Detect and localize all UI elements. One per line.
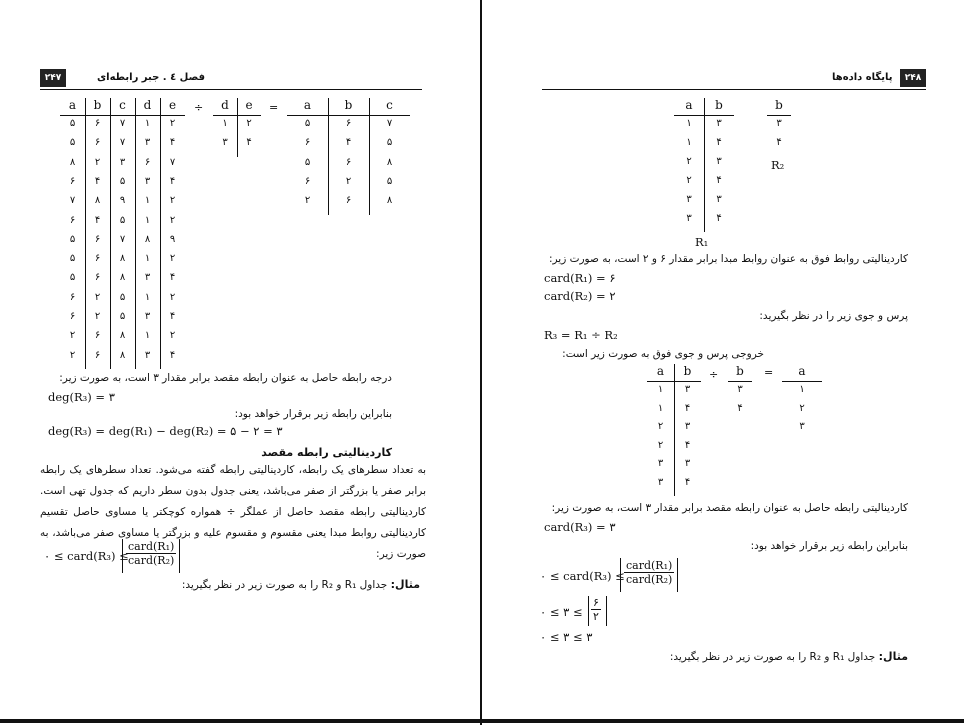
table-cell: ۴ (716, 213, 722, 224)
fraction-numerator: card(R₁) (626, 559, 673, 572)
table-cell: ۴ (169, 175, 176, 187)
fraction-denominator: card(R₂) (626, 573, 673, 586)
relation-r2-label: R₂ (771, 158, 785, 172)
table-cell: ۱ (144, 118, 151, 129)
column-header: c (386, 98, 393, 112)
equals-operator: = (764, 366, 774, 379)
table-cell: ۵ (386, 175, 393, 187)
table-cell: ۳ (144, 349, 151, 361)
column-header: b (93, 98, 102, 112)
table-cell: ۵ (69, 233, 76, 245)
table-cell: ۸ (386, 195, 393, 207)
table-header-rule (287, 115, 410, 116)
table-cell: ۸ (119, 253, 126, 265)
table-cell: ۵ (69, 137, 76, 149)
table-cell: ۵ (386, 137, 393, 149)
equals-operator: = (269, 101, 279, 114)
table-cell: ۶ (69, 311, 76, 322)
table-cell: ۱ (144, 291, 151, 303)
inequality-fraction (126, 540, 176, 567)
degree-text: درجه رابطه حاصل به عنوان رابطه مقصد برابر مقدار ۳ است، به صورت زیر: (59, 372, 392, 384)
column-header: a (656, 364, 665, 378)
table-cell: ۹ (119, 195, 126, 207)
column-divider (110, 98, 111, 369)
table-cell: ۶ (304, 137, 311, 149)
table-cell: ۶ (94, 137, 101, 149)
table-cell: ۶ (69, 175, 76, 187)
table-cell: ۷ (69, 195, 76, 207)
left-bracket (620, 558, 621, 592)
table-cell: ۸ (94, 195, 101, 207)
therefore-text: بنابراین رابطه زیر برقرار خواهد بود: (234, 408, 392, 420)
table-cell: ۸ (144, 233, 151, 245)
table-cell: ۳ (716, 156, 722, 167)
table-cell: ۴ (684, 477, 691, 488)
table-cell: ۴ (716, 175, 722, 186)
table-cell: ۴ (716, 137, 722, 148)
table-cell: ۷ (386, 118, 393, 129)
table-cell: ۶ (94, 253, 101, 265)
example-label: مثال: (390, 578, 420, 591)
table-cell: ۲ (94, 156, 101, 168)
table-cell: ۳ (684, 458, 691, 470)
table-cell: ۲ (169, 214, 176, 226)
column-header: c (119, 98, 126, 112)
table-cell: ۴ (776, 137, 782, 148)
left-page (0, 0, 480, 725)
example-text: جداول R₁ و R₂ را به صورت زیر در نظر بگیرید: (669, 651, 876, 663)
inequality-2-left: ۰ ≤ ۳ ≤ (540, 605, 583, 619)
table-cell: ۷ (119, 233, 126, 245)
example-line (670, 650, 908, 663)
table-cell: ۲ (69, 349, 76, 361)
table-cell: ۴ (169, 272, 176, 284)
table-cell: ۶ (144, 156, 151, 168)
column-header: b (775, 98, 783, 112)
column-header: b (715, 98, 723, 112)
fraction-numerator: card(R₁) (128, 540, 175, 553)
column-header: b (344, 98, 353, 112)
example-text: جداول R₁ و R₂ را به صورت زیر در نظر بگیرید: (181, 579, 388, 591)
table-cell: ۳ (684, 421, 691, 433)
column-header: e (245, 98, 253, 112)
section-paragraph: به تعداد سطرهای یک رابطه، کاردینالیتی رابطه گفته می‌شود. تعداد سطرهای یک رابطه برابر صفر یا بزرگتر از صفر می‌باشد، یعنی جدول بدون سطر داریم که جدول تهی است. کاردینالیتی رابطه مقصد حاصل از عملگر ÷ همواره کوچکتر یا مساوی حاصل تقسیم کاردینالیتی روابط مبدا یعنی مقسوم و مقسوم علیه و بزرگتر یا مساوی صفر می‌باشد، به صورت زیر: (40, 464, 426, 560)
card-text: کاردینالیتی روابط فوق به عنوان روابط مبدا برابر مقدار ۶ و ۲ است، به صورت زیر: (548, 253, 908, 265)
table-cell: ۲ (686, 175, 692, 186)
table-cell: ۴ (169, 137, 176, 149)
right-bracket (179, 539, 180, 573)
table-cell: ۶ (69, 291, 76, 303)
card-r3: card(R₃) = ۳ (544, 520, 616, 534)
left-bracket (588, 596, 589, 626)
table-cell: ۷ (119, 118, 126, 129)
table-cell: ۳ (144, 311, 151, 322)
divide-operator: ÷ (194, 101, 204, 114)
column-divider (85, 98, 86, 369)
table-cell: ۲ (69, 330, 76, 342)
table-cell: ۴ (684, 402, 691, 414)
inequality-left: ۰ ≤ card(R₃) ≤ (540, 569, 625, 583)
table-cell: ۲ (169, 253, 176, 265)
table-cell: ۷ (119, 137, 126, 149)
column-header: a (685, 98, 693, 112)
table-cell: ۶ (69, 214, 76, 226)
output-text: خروجی پرس و جوی فوق به صورت زیر است: (562, 348, 764, 360)
table-cell: ۲ (657, 439, 664, 451)
column-header: a (798, 364, 806, 378)
table-cell: ۱ (686, 137, 692, 148)
table-cell: ۱ (686, 118, 692, 129)
card-r1: card(R₁) = ۶ (544, 271, 616, 285)
table-header-rule (60, 115, 185, 116)
table-cell: ۲ (345, 175, 352, 187)
table-cell: ۲ (657, 421, 664, 433)
right-bracket (677, 558, 678, 592)
fraction-denominator: card(R₂) (128, 554, 175, 567)
table-cell: ۸ (119, 330, 126, 342)
table-cell: ۲ (246, 118, 252, 129)
table-cell: ۶ (304, 175, 311, 187)
table-cell: ۲ (169, 118, 176, 129)
table-cell: ۶ (345, 156, 352, 168)
column-header: d (143, 98, 152, 112)
section-heading: کاردینالیتی رابطه مقصد (261, 446, 392, 459)
table-cell: ۴ (94, 214, 101, 226)
table-cell: ۵ (119, 291, 126, 303)
query-text: پرس و جوی زیر را در نظر بگیرید: (759, 310, 908, 322)
table-cell: ۱ (144, 330, 151, 342)
table-cell: ۵ (119, 175, 126, 187)
table-cell: ۲ (169, 330, 176, 342)
example-label: مثال: (878, 650, 908, 663)
column-divider (160, 98, 161, 369)
table-cell: ۵ (69, 118, 76, 129)
page-number: ۲۴۸ (900, 69, 926, 87)
table-cell: ۲ (169, 291, 176, 303)
header-rule (542, 89, 926, 90)
inequality-fraction (624, 559, 674, 586)
table-cell: ۶ (94, 330, 101, 342)
table-cell: ۴ (169, 349, 176, 361)
table-cell: ۵ (304, 156, 311, 168)
table-cell: ۸ (69, 156, 76, 168)
table-cell: ۳ (737, 384, 743, 395)
column-divider (135, 98, 136, 369)
table-cell: ۸ (119, 349, 126, 361)
table-header-rule (782, 381, 822, 382)
card-r2: card(R₂) = ۲ (544, 289, 616, 303)
table-cell: ۴ (737, 402, 743, 414)
table-cell: ۳ (686, 194, 692, 205)
table-cell: ۲ (94, 291, 101, 303)
degree-formula-2: deg(R₃) = deg(R₁) − deg(R₂) = ۵ − ۲ = ۳ (48, 424, 283, 438)
table-cell: ۱ (144, 214, 151, 226)
table-header-rule (728, 381, 752, 382)
example-line (182, 578, 420, 591)
table-cell: ۲ (304, 195, 311, 207)
table-cell: ۳ (144, 137, 151, 149)
inequality-3: ۰ ≤ ۳ ≤ ۳ (540, 630, 593, 644)
table-cell: ۴ (345, 137, 352, 149)
table-cell: ۸ (386, 156, 393, 168)
inequality-left: ۰ ≤ card(R₃) ≤ (44, 549, 129, 563)
table-cell: ۳ (686, 213, 692, 224)
table-cell: ۴ (246, 137, 252, 149)
table-cell: ۵ (69, 253, 76, 265)
table-cell: ۲ (799, 402, 805, 414)
table-header-rule (767, 115, 791, 116)
chapter-header: فصل ٤ . جبر رابطه‌ای (96, 72, 205, 83)
left-bracket (122, 539, 123, 573)
table-cell: ۷ (169, 156, 176, 168)
fraction-numerator: ۶ (593, 596, 599, 609)
table-cell: ۱ (799, 384, 805, 395)
table-cell: ۳ (657, 477, 664, 488)
table-cell: ۴ (684, 439, 691, 451)
table-cell: ۵ (119, 311, 126, 322)
table-cell: ۵ (119, 214, 126, 226)
therefore-text: بنابراین رابطه زیر برقرار خواهد بود: (750, 540, 908, 552)
column-header: e (168, 98, 177, 112)
table-cell: ۲ (169, 195, 176, 207)
table-cell: ۴ (169, 311, 176, 322)
column-header: b (736, 364, 744, 378)
right-bracket (606, 596, 607, 626)
table-cell: ۴ (94, 175, 101, 187)
query-formula: R₃ = R₁ ÷ R₂ (544, 328, 618, 342)
column-header: d (221, 98, 229, 112)
card-r3-text: کاردینالیتی رابطه حاصل به عنوان رابطه مقصد برابر مقدار ۳ است، به صورت زیر: (551, 502, 908, 514)
table-cell: ۳ (657, 458, 664, 470)
table-cell: ۳ (144, 175, 151, 187)
column-header: a (303, 98, 312, 112)
degree-formula: deg(R₃) = ۳ (48, 390, 115, 404)
table-cell: ۱ (222, 118, 228, 129)
relation-r1-label: R₁ (695, 235, 709, 249)
header-rule (40, 89, 422, 90)
table-cell: ۳ (716, 118, 722, 129)
inequality-2-fraction (591, 596, 601, 623)
table-cell: ۳ (119, 156, 126, 168)
column-divider (237, 98, 238, 157)
table-cell: ۳ (799, 421, 805, 433)
column-divider (328, 98, 329, 215)
table-cell: ۶ (94, 272, 101, 284)
table-cell: ۶ (94, 118, 101, 129)
fraction-denominator: ۲ (593, 610, 599, 623)
table-cell: ۲ (94, 311, 101, 322)
book-header: پایگاه داده‌ها (832, 72, 893, 83)
table-cell: ۶ (345, 118, 352, 129)
table-cell: ۳ (776, 118, 782, 129)
table-cell: ۵ (304, 118, 311, 129)
column-divider (704, 98, 705, 232)
table-cell: ۶ (94, 233, 101, 245)
table-cell: ۱ (144, 195, 151, 207)
table-cell: ۳ (144, 272, 151, 284)
column-divider (369, 98, 370, 215)
table-cell: ۳ (684, 384, 691, 395)
table-cell: ۱ (657, 384, 664, 395)
table-cell: ۳ (222, 137, 228, 149)
column-divider (674, 364, 675, 496)
divide-operator: ÷ (709, 368, 719, 381)
table-cell: ۵ (69, 272, 76, 284)
right-page (482, 0, 964, 725)
column-header: a (68, 98, 77, 112)
table-cell: ۸ (119, 272, 126, 284)
page-number: ۲۴۷ (40, 69, 66, 87)
table-cell: ۱ (144, 253, 151, 265)
column-header: b (683, 364, 692, 378)
table-cell: ۳ (716, 194, 722, 205)
table-cell: ۲ (686, 156, 692, 167)
table-cell: ۹ (169, 233, 176, 245)
table-cell: ۶ (94, 349, 101, 361)
table-cell: ۶ (345, 195, 352, 207)
table-cell: ۱ (657, 402, 664, 414)
